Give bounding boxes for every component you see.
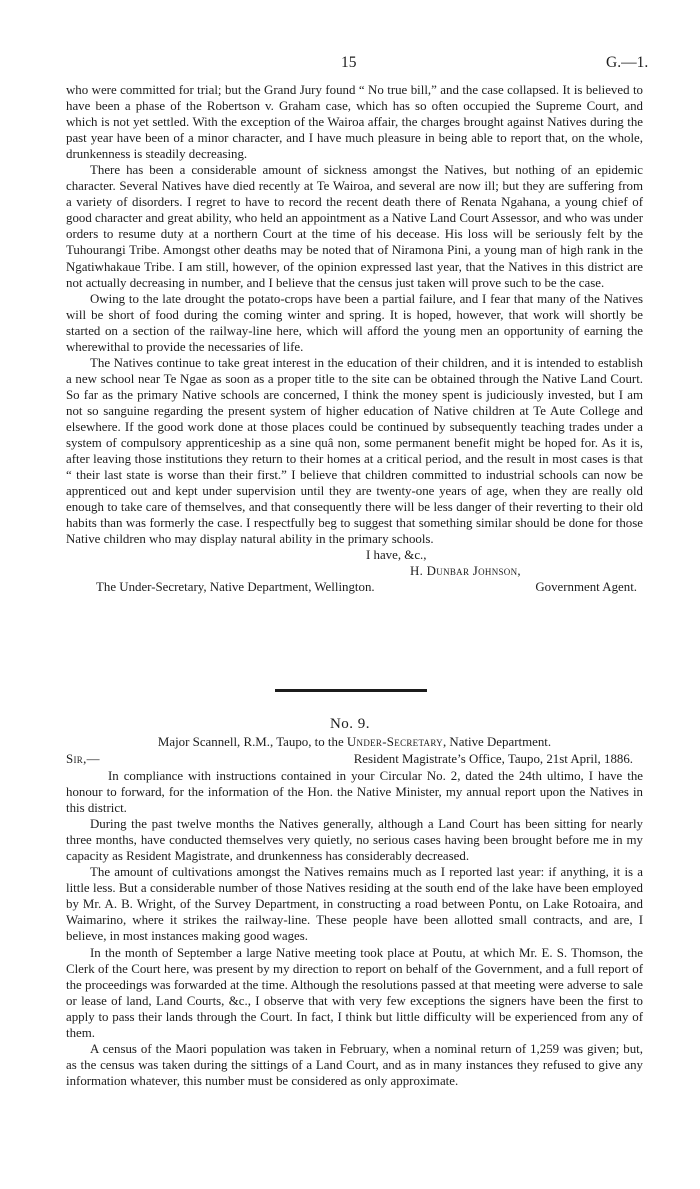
- paragraph: There has been a considerable amount of sickness amongst the Natives, but nothing of an epidemic character. Several Natives have died recently at Te Wairoa, and several are now ill; but they are suffering from a variety of disorders. I regret to have to record the recent death there of Renata Ngahana, a young chief of good character and great ability, who held an appointment as a Native Land Court Assessor, and who was under orders to resume duty at a northern Court at the time of his decease. His loss will be seriously felt by the Tuhourangi Tribe. Amongst other deaths may be noted that of Niramona Pini, a young man of high rank in the Ngatiwhakaue Tribe. I am still, however, of the opinion expressed last year, that the Natives in this district are not actually decreasing in number, and I believe that the census just taken will prove such to be the case.: [66, 163, 643, 290]
- letter-two-body: [66, 768, 643, 1089]
- heading-to: Under-Secretary: [346, 735, 443, 749]
- series-code: G.—1.: [606, 54, 649, 71]
- paragraph: who were committed for trial; but the Grand Jury found “ No true bill,” and the case collapsed. It is believed to have been a phase of the Robertson v. Graham case, which has so often occupied the Supreme Court, and which is not yet settled. With the exception of the Wairoa affair, the charges brought against Natives during the past year have been of a minor character, and I have much pleasure in being able to report that, on the whole, drunkenness is steadily decreasing.: [66, 83, 643, 162]
- paragraph: Owing to the late drought the potato-crops have been a partial failure, and I fear that many of the Natives will be short of food during the coming winter and spring. It is hoped, however, that work will shortly be started on a section of the railway-line here, which will afford the young men an opportunity of earning the wherewithal to provide the necessaries of life.: [66, 291, 643, 354]
- page-number: 15: [341, 54, 357, 71]
- paragraph: In compliance with instructions contained in your Circular No. 2, dated the 24th ultimo, I have the honour to forward, for the information of the Hon. the Native Minister, my annual report upon the Natives in this district.: [66, 769, 643, 816]
- paragraph: During the past twelve months the Natives generally, although a Land Court has been sitting for nearly three months, have conducted themselves very quietly, no serious cases having been brought before me in my capacity as Resident Magistrate, and drunkenness has considerably decreased.: [66, 817, 643, 864]
- address-date: Resident Magistrate’s Office, Taupo, 21st April, 1886.: [353, 752, 633, 766]
- paragraph: The Natives continue to take great interest in the education of their children, and it is intended to establish a new school near Te Ngae as soon as a proper title to the site can be obtained through the Native Land Court. So far as the primary Native schools are concerned, I think the money spent is judiciously invested, but I am not so sanguine regarding the present system of higher education of Native children at Te Aute College and elsewhere. If the good work done at those places could be continued by subsequently teaching trades under a system of compulsory apprenticeship as a sine quâ non, some permanent benefit might be hoped for. As it is, after leaving those institutions they return to their homes at a critical period, and the result in most cases is that “ their last state is worse than their first.” I believe that children committed to industrial schools can now be apprenticed out and kept under supervision until they are twenty-one years of age, when they are really old enough to take care of themselves, and that consequently there will be less danger of their reverting to their old habits than was formerly the case. I respectfully beg to suggest that something similar should be done for those Native children who may display natural ability in the primary schools.: [66, 355, 643, 547]
- paragraph: A census of the Maori population was taken in February, when a nominal return of 1,259 was given; but, as the census was taken during the sittings of a Land Court, and as in many instances they refused to give any information whatever, this number must be considered as only approximate.: [66, 1041, 643, 1088]
- letter-one-body: [66, 82, 643, 595]
- closing-line: [66, 547, 643, 563]
- heading-dept: , Native Department.: [442, 735, 552, 749]
- letter-heading: [66, 735, 643, 750]
- paragraph: In the month of September a large Native meeting took place at Poutu, at which Mr. E. S. Thomson, the Clerk of the Court here, was present by my direction to report on behalf of the Government, and a full report of the proceedings was forwarded at the time. Although the resolutions passed at that meeting were adverse to sale or lease of land, Land Courts, &c., I observe that with very few exceptions the signers have been the first to apply to pass their lands through the Court. In fact, I think but little difficulty will be experienced from any of them.: [66, 945, 643, 1040]
- paragraph: The amount of cultivations amongst the Natives remains much as I reported last year: if anything, it is a little less. But a considerable number of those Natives residing at the south end of the lake have been employed by Mr. A. B. Wright, of the Survey Department, in constructing a road between Pontu, on Lake Rotoaira, and Waimarino, where it strikes the railway-line. These people have been allotted small contracts, and are, I believe, in most instances making good wages.: [66, 865, 643, 944]
- salutation: Sir,—: [66, 752, 100, 766]
- signatory-name: H. Dunbar Johnson,: [410, 564, 521, 579]
- addressee-line: [66, 579, 643, 595]
- section-divider: [275, 689, 427, 692]
- addressee: The Under-Secretary, Native Department, Wellington.: [96, 580, 375, 595]
- signatory-title: Government Agent.: [535, 580, 637, 595]
- page-header: [0, 54, 700, 74]
- closing: I have, &c.,: [366, 548, 427, 563]
- letter-number: No. 9.: [329, 716, 371, 732]
- salutation-row: [66, 752, 643, 768]
- heading-from: Major Scannell, R.M., Taupo, to the: [157, 735, 344, 749]
- signature-line: [66, 563, 643, 579]
